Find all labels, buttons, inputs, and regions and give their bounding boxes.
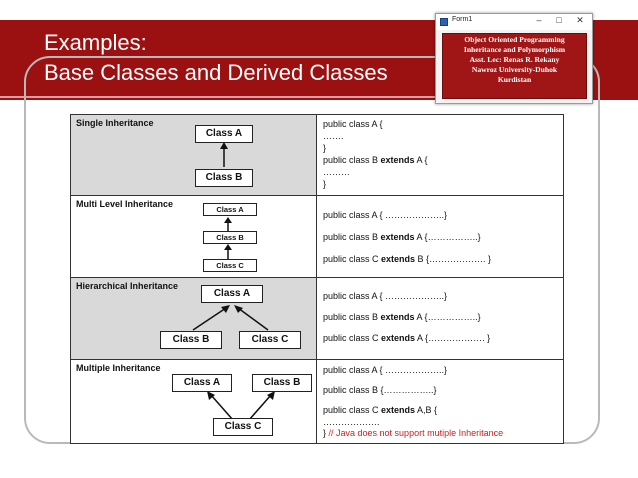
slide-title-line-2: Base Classes and Derived Classes bbox=[44, 60, 388, 85]
arrowhead bbox=[234, 305, 243, 313]
arrowhead bbox=[221, 305, 230, 313]
window-label-panel bbox=[442, 33, 587, 99]
table-row-single bbox=[71, 115, 563, 196]
class-box: Class C bbox=[203, 259, 257, 272]
code-line: public class A { ………………..} bbox=[323, 365, 448, 375]
class-box: Class B bbox=[160, 331, 222, 349]
window-line: Nawroz University-Duhok bbox=[471, 65, 558, 74]
inheritance-table bbox=[70, 114, 564, 444]
code-cell bbox=[317, 115, 564, 195]
row-label: Multi Level Inheritance bbox=[76, 199, 174, 209]
diagram-cell bbox=[71, 278, 317, 359]
window-titlebar[interactable] bbox=[436, 14, 592, 30]
code-line: ……. bbox=[323, 131, 344, 141]
class-box: Class A bbox=[203, 203, 257, 216]
code-line: public class A { ………………..} bbox=[323, 291, 448, 301]
arrow-c-to-b bbox=[249, 395, 271, 420]
arrow-diagram bbox=[71, 196, 317, 278]
table-row-multiple bbox=[71, 360, 563, 443]
slide-title-line-1: Examples: bbox=[44, 30, 147, 55]
arrow-c-to-a bbox=[238, 308, 268, 330]
code-line: } bbox=[323, 143, 327, 153]
window-line: Inheritance and Polymorphism bbox=[463, 45, 566, 54]
code-cell bbox=[317, 196, 564, 277]
table-row-multilevel bbox=[71, 196, 563, 278]
class-box: Class A bbox=[172, 374, 232, 392]
class-box: Class A bbox=[195, 125, 253, 143]
code-line: public class C extends A,B { bbox=[323, 405, 438, 415]
code-line: public class B extends A {……………..} bbox=[323, 232, 481, 242]
class-box: Class A bbox=[201, 285, 263, 303]
minimize-button[interactable]: – bbox=[536, 15, 542, 25]
arrowhead bbox=[224, 244, 232, 250]
arrowhead bbox=[224, 217, 232, 223]
code-line: public class C extends A {………………. } bbox=[323, 333, 491, 343]
code-line: public class B extends A {……………..} bbox=[323, 312, 481, 322]
code-cell bbox=[317, 278, 564, 359]
class-box: Class B bbox=[203, 231, 257, 244]
arrowhead bbox=[220, 142, 228, 149]
class-box: Class C bbox=[213, 418, 273, 436]
close-button[interactable]: ✕ bbox=[576, 15, 584, 25]
code-line: } bbox=[323, 179, 327, 189]
window-line: Object Oriented Programming bbox=[464, 35, 565, 44]
class-box: Class B bbox=[252, 374, 312, 392]
form1-window[interactable] bbox=[435, 13, 593, 104]
window-line: Kurdistan bbox=[497, 75, 532, 84]
code-line: ………………. bbox=[323, 417, 380, 427]
code-line: public class B {……………..} bbox=[323, 385, 437, 395]
class-box: Class B bbox=[195, 169, 253, 187]
diagram-cell bbox=[71, 196, 317, 277]
code-line: ……… bbox=[323, 167, 350, 177]
row-label: Multiple Inheritance bbox=[76, 363, 161, 373]
code-line: public class C extends B {………………. } bbox=[323, 254, 492, 264]
class-box: Class C bbox=[239, 331, 301, 349]
arrow-diagram bbox=[71, 360, 317, 443]
diagram-cell bbox=[71, 360, 317, 443]
window-line: Asst. Lec: Renas R. Rekany bbox=[469, 55, 560, 64]
app-icon bbox=[440, 18, 448, 26]
arrow-b-to-a bbox=[193, 308, 226, 330]
row-label: Single Inheritance bbox=[76, 118, 154, 128]
window-title: Form1 bbox=[452, 16, 473, 23]
arrow-c-to-a bbox=[211, 395, 233, 420]
code-line: public class B extends A { bbox=[323, 155, 428, 165]
row-label: Hierarchical Inheritance bbox=[76, 281, 179, 291]
code-note: } // Java does not support mutiple Inheritance bbox=[323, 428, 504, 438]
table-row-hierarchical bbox=[71, 278, 563, 360]
arrow-diagram bbox=[71, 115, 317, 196]
maximize-button[interactable]: □ bbox=[556, 15, 562, 25]
diagram-cell bbox=[71, 115, 317, 195]
code-line: public class A { ………………..} bbox=[323, 210, 448, 220]
code-cell bbox=[317, 360, 564, 443]
code-line: public class A { bbox=[323, 119, 383, 129]
